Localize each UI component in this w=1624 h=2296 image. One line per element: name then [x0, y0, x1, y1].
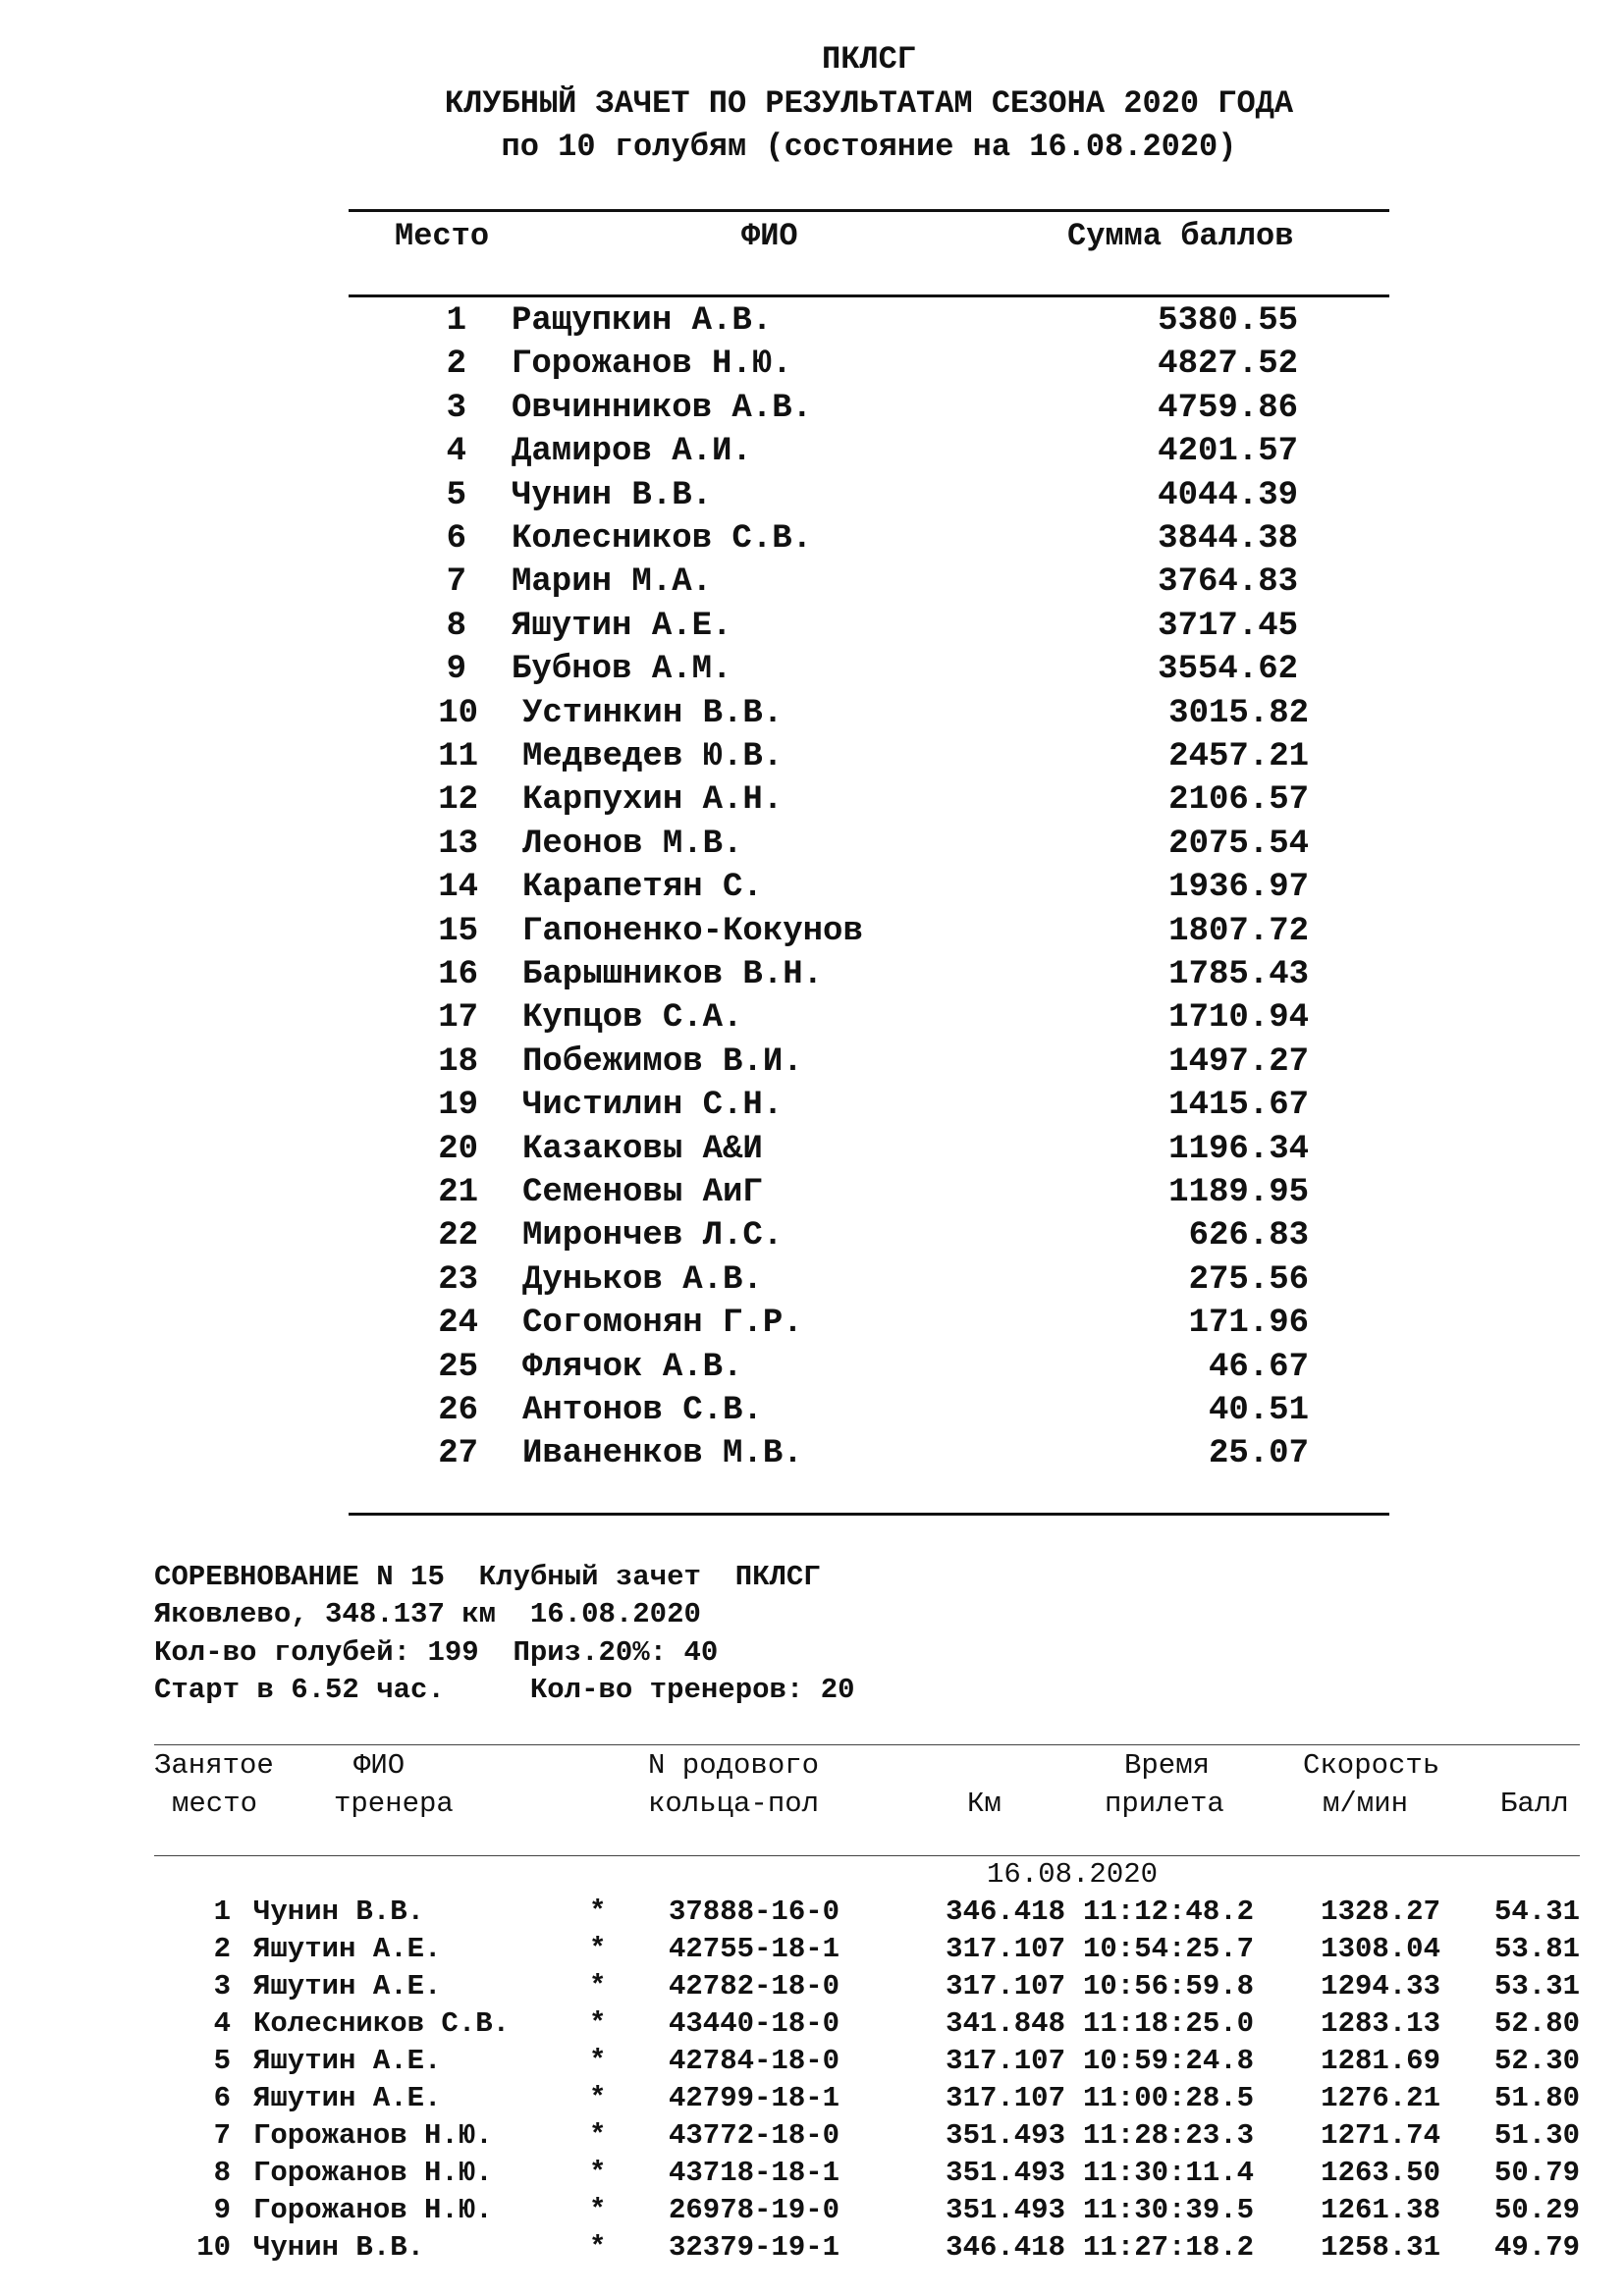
results-date: 16.08.2020: [987, 1858, 1159, 1891]
result-name: Яшутин А.Е.: [253, 1970, 442, 2002]
result-time: 11:30:11.4: [1083, 2157, 1255, 2189]
ranking-place: 5: [446, 477, 466, 514]
ranking-score: 1497.27: [1168, 1043, 1309, 1081]
ranking-score: 4827.52: [1158, 346, 1298, 383]
result-mark: *: [589, 2157, 607, 2189]
result-ring: 43718-18-1: [669, 2157, 840, 2189]
result-score: 54.31: [1493, 1896, 1580, 1928]
result-score: 52.80: [1493, 2007, 1580, 2040]
ranking-name: Согомонян Г.Р.: [522, 1305, 803, 1342]
result-mark: *: [589, 2007, 607, 2040]
ranking-row: [0, 390, 1624, 433]
result-km: 351.493: [946, 2194, 1065, 2226]
ranking-name: Чистилин С.Н.: [522, 1087, 784, 1124]
result-score: 50.79: [1493, 2157, 1580, 2189]
ranking-name: Гапоненко-Кокунов: [522, 913, 863, 950]
ranking-score: 1710.94: [1168, 999, 1309, 1037]
results-col-ring-b: кольца-пол: [648, 1788, 820, 1820]
result-ring: 37888-16-0: [669, 1896, 840, 1928]
result-time: 10:54:25.7: [1083, 1933, 1255, 1965]
ranking-row: [0, 520, 1624, 563]
ranking-name: Бубнов А.М.: [512, 651, 732, 688]
ranking-col-place: Место: [395, 218, 490, 254]
competition-line-1: СОРЕВНОВАНИЕ N 15 Клубный зачет ПКЛСГ: [154, 1561, 821, 1593]
results-col-speed-a: Скорость: [1303, 1749, 1440, 1782]
ranking-row: [0, 1392, 1624, 1435]
results-col-speed-b: м/мин: [1323, 1788, 1409, 1820]
result-row: [0, 1896, 1624, 1933]
result-row: [0, 2157, 1624, 2194]
result-row: [0, 1933, 1624, 1970]
result-name: Горожанов Н.Ю.: [253, 2194, 493, 2226]
competition-line-4: Старт в 6.52 час. Кол-во тренеров: 20: [154, 1674, 855, 1706]
result-name: Колесников С.В.: [253, 2007, 511, 2040]
ranking-row: [0, 1435, 1624, 1478]
result-row: [0, 2045, 1624, 2082]
result-speed: 1283.13: [1321, 2007, 1440, 2040]
ranking-name: Медведев Ю.В.: [522, 738, 784, 775]
result-place: 2: [213, 1933, 231, 1965]
result-mark: *: [589, 1933, 607, 1965]
ranking-name: Дуньков А.В.: [522, 1261, 763, 1299]
ranking-place: 17: [438, 999, 478, 1037]
result-place: 9: [213, 2194, 231, 2226]
ranking-score: 46.67: [1208, 1349, 1309, 1386]
results-col-ring-a: N родового: [648, 1749, 820, 1782]
ranking-place: 18: [438, 1043, 478, 1081]
result-place: 3: [213, 1970, 231, 2002]
result-speed: 1263.50: [1321, 2157, 1440, 2189]
result-place: 4: [213, 2007, 231, 2040]
result-mark: *: [589, 2082, 607, 2114]
result-score: 51.80: [1493, 2082, 1580, 2114]
ranking-score: 1189.95: [1168, 1174, 1309, 1211]
ranking-row: [0, 738, 1624, 781]
result-ring: 43440-18-0: [669, 2007, 840, 2040]
result-time: 11:00:28.5: [1083, 2082, 1255, 2114]
ranking-name: Мирончев Л.С.: [522, 1217, 784, 1255]
ranking-name: Побежимов В.И.: [522, 1043, 803, 1081]
result-row: [0, 1970, 1624, 2007]
ranking-row: [0, 1217, 1624, 1260]
result-ring: 32379-19-1: [669, 2231, 840, 2264]
result-speed: 1308.04: [1321, 1933, 1440, 1965]
result-place: 5: [213, 2045, 231, 2077]
result-km: 346.418: [946, 1896, 1065, 1928]
ranking-name: Дамиров А.И.: [512, 433, 752, 470]
ranking-row: [0, 1043, 1624, 1087]
result-row: [0, 2007, 1624, 2045]
ranking-name: Чунин В.В.: [512, 477, 713, 514]
ranking-row: [0, 651, 1624, 694]
result-score: 52.30: [1493, 2045, 1580, 2077]
result-score: 50.29: [1493, 2194, 1580, 2226]
ranking-bottom-rule: [349, 1513, 1389, 1516]
results-col-score: Балл: [1500, 1788, 1569, 1820]
ranking-place: 9: [446, 651, 466, 688]
results-col-time-a: Время: [1124, 1749, 1211, 1782]
ranking-row: [0, 346, 1624, 389]
ranking-score: 2075.54: [1168, 826, 1309, 863]
result-mark: *: [589, 2194, 607, 2226]
ranking-name: Карпухин А.Н.: [522, 781, 784, 819]
ranking-score: 1807.72: [1168, 913, 1309, 950]
ranking-place: 8: [446, 608, 466, 645]
ranking-place: 19: [438, 1087, 478, 1124]
result-km: 351.493: [946, 2119, 1065, 2152]
result-time: 11:30:39.5: [1083, 2194, 1255, 2226]
result-name: Яшутин А.Е.: [253, 2045, 442, 2077]
result-name: Яшутин А.Е.: [253, 1933, 442, 1965]
ranking-name: Марин М.А.: [512, 563, 713, 601]
ranking-score: 3717.45: [1158, 608, 1298, 645]
results-col-place-a: Занятое: [154, 1749, 274, 1782]
ranking-score: 171.96: [1188, 1305, 1309, 1342]
ranking-top-rule: [349, 209, 1389, 212]
result-row: [0, 2119, 1624, 2157]
ranking-name: Ращупкин А.В.: [512, 302, 773, 340]
results-header-rule: [154, 1855, 1580, 1856]
ranking-row: [0, 913, 1624, 956]
ranking-place: 25: [438, 1349, 478, 1386]
ranking-name: Устинкин В.В.: [522, 695, 784, 732]
ranking-name: Флячок А.В.: [522, 1349, 743, 1386]
result-km: 341.848: [946, 2007, 1065, 2040]
ranking-name: Карапетян С.: [522, 869, 763, 906]
results-col-name-a: ФИО: [353, 1749, 406, 1782]
result-time: 11:12:48.2: [1083, 1896, 1255, 1928]
ranking-score: 1196.34: [1168, 1131, 1309, 1168]
ranking-place: 14: [438, 869, 478, 906]
ranking-row: [0, 433, 1624, 476]
result-speed: 1258.31: [1321, 2231, 1440, 2264]
result-ring: 43772-18-0: [669, 2119, 840, 2152]
result-mark: *: [589, 2231, 607, 2264]
ranking-score: 1785.43: [1168, 956, 1309, 993]
result-name: Чунин В.В.: [253, 1896, 425, 1928]
header-line-2: КЛУБНЫЙ ЗАЧЕТ ПО РЕЗУЛЬТАТАМ СЕЗОНА 2020 ГОДА: [444, 85, 1294, 122]
result-row: [0, 2082, 1624, 2119]
results-top-rule: [154, 1744, 1580, 1745]
result-mark: *: [589, 1896, 607, 1928]
result-place: 6: [213, 2082, 231, 2114]
result-ring: 42755-18-1: [669, 1933, 840, 1965]
result-name: Яшутин А.Е.: [253, 2082, 442, 2114]
ranking-name: Семеновы АиГ: [522, 1174, 763, 1211]
ranking-place: 24: [438, 1305, 478, 1342]
ranking-name: Леонов М.В.: [522, 826, 743, 863]
result-name: Горожанов Н.Ю.: [253, 2119, 493, 2152]
results-col-place-b: место: [172, 1788, 258, 1820]
ranking-name: Иваненков М.В.: [522, 1435, 803, 1472]
result-place: 1: [213, 1896, 231, 1928]
result-speed: 1294.33: [1321, 1970, 1440, 2002]
ranking-score: 626.83: [1188, 1217, 1309, 1255]
ranking-row: [0, 1305, 1624, 1348]
result-time: 10:59:24.8: [1083, 2045, 1255, 2077]
ranking-score: 4044.39: [1158, 477, 1298, 514]
ranking-place: 11: [438, 738, 478, 775]
ranking-place: 26: [438, 1392, 478, 1429]
ranking-row: [0, 695, 1624, 738]
ranking-name: Барышников В.Н.: [522, 956, 824, 993]
ranking-place: 20: [438, 1131, 478, 1168]
result-time: 11:28:23.3: [1083, 2119, 1255, 2152]
result-speed: 1328.27: [1321, 1896, 1440, 1928]
ranking-place: 7: [446, 563, 466, 601]
ranking-place: 3: [446, 390, 466, 427]
results-col-km: Км: [967, 1788, 1001, 1820]
result-ring: 42799-18-1: [669, 2082, 840, 2114]
ranking-name: Горожанов Н.Ю.: [512, 346, 792, 383]
ranking-place: 4: [446, 433, 466, 470]
ranking-col-score: Сумма баллов: [1067, 218, 1294, 254]
ranking-place: 1: [446, 302, 466, 340]
ranking-row: [0, 781, 1624, 825]
result-row: [0, 2194, 1624, 2231]
result-time: 11:27:18.2: [1083, 2231, 1255, 2264]
ranking-place: 6: [446, 520, 466, 558]
result-km: 351.493: [946, 2157, 1065, 2189]
ranking-score: 4201.57: [1158, 433, 1298, 470]
ranking-name: Казаковы А&И: [522, 1131, 763, 1168]
result-speed: 1261.38: [1321, 2194, 1440, 2226]
ranking-row: [0, 1349, 1624, 1392]
ranking-score: 25.07: [1208, 1435, 1309, 1472]
ranking-name: Яшутин А.Е.: [512, 608, 732, 645]
ranking-name: Купцов С.А.: [522, 999, 743, 1037]
ranking-row: [0, 477, 1624, 520]
ranking-row: [0, 826, 1624, 869]
result-time: 11:18:25.0: [1083, 2007, 1255, 2040]
ranking-score: 2106.57: [1168, 781, 1309, 819]
result-km: 317.107: [946, 1970, 1065, 2002]
ranking-place: 22: [438, 1217, 478, 1255]
ranking-name: Овчинников А.В.: [512, 390, 813, 427]
ranking-place: 23: [438, 1261, 478, 1299]
ranking-score: 3554.62: [1158, 651, 1298, 688]
competition-line-2: Яковлево, 348.137 км 16.08.2020: [154, 1598, 701, 1630]
result-mark: *: [589, 1970, 607, 2002]
ranking-place: 2: [446, 346, 466, 383]
results-col-time-b: прилета: [1105, 1788, 1224, 1820]
ranking-place: 27: [438, 1435, 478, 1472]
result-name: Горожанов Н.Ю.: [253, 2157, 493, 2189]
competition-line-3: Кол-во голубей: 199 Приз.20%: 40: [154, 1636, 719, 1669]
ranking-place: 21: [438, 1174, 478, 1211]
result-place: 10: [196, 2231, 231, 2264]
result-speed: 1281.69: [1321, 2045, 1440, 2077]
results-col-name-b: тренера: [334, 1788, 454, 1820]
ranking-score: 3015.82: [1168, 695, 1309, 732]
ranking-score: 2457.21: [1168, 738, 1309, 775]
ranking-score: 3844.38: [1158, 520, 1298, 558]
header-line-1: ПКЛСГ: [821, 41, 916, 78]
result-km: 317.107: [946, 2082, 1065, 2114]
result-km: 317.107: [946, 1933, 1065, 1965]
ranking-score: 40.51: [1208, 1392, 1309, 1429]
result-ring: 42782-18-0: [669, 1970, 840, 2002]
result-row: [0, 2231, 1624, 2269]
ranking-row: [0, 869, 1624, 912]
ranking-place: 15: [438, 913, 478, 950]
result-time: 10:56:59.8: [1083, 1970, 1255, 2002]
ranking-row: [0, 302, 1624, 346]
result-mark: *: [589, 2045, 607, 2077]
ranking-score: 5380.55: [1158, 302, 1298, 340]
ranking-place: 13: [438, 826, 478, 863]
result-score: 49.79: [1493, 2231, 1580, 2264]
ranking-row: [0, 999, 1624, 1042]
ranking-header-rule: [349, 294, 1389, 297]
ranking-score: 275.56: [1188, 1261, 1309, 1299]
result-name: Чунин В.В.: [253, 2231, 425, 2264]
ranking-row: [0, 608, 1624, 651]
ranking-row: [0, 1087, 1624, 1130]
ranking-place: 16: [438, 956, 478, 993]
header-line-3: по 10 голубям (состояние на 16.08.2020): [501, 129, 1237, 165]
result-score: 51.30: [1493, 2119, 1580, 2152]
ranking-row: [0, 1174, 1624, 1217]
ranking-place: 12: [438, 781, 478, 819]
result-ring: 26978-19-0: [669, 2194, 840, 2226]
result-speed: 1276.21: [1321, 2082, 1440, 2114]
result-km: 346.418: [946, 2231, 1065, 2264]
ranking-row: [0, 563, 1624, 607]
ranking-score: 3764.83: [1158, 563, 1298, 601]
result-speed: 1271.74: [1321, 2119, 1440, 2152]
ranking-name: Колесников С.В.: [512, 520, 813, 558]
ranking-row: [0, 956, 1624, 999]
result-km: 317.107: [946, 2045, 1065, 2077]
ranking-name: Антонов С.В.: [522, 1392, 763, 1429]
result-place: 7: [213, 2119, 231, 2152]
ranking-score: 1415.67: [1168, 1087, 1309, 1124]
ranking-score: 1936.97: [1168, 869, 1309, 906]
result-mark: *: [589, 2119, 607, 2152]
result-place: 8: [213, 2157, 231, 2189]
result-score: 53.81: [1493, 1933, 1580, 1965]
result-ring: 42784-18-0: [669, 2045, 840, 2077]
ranking-row: [0, 1261, 1624, 1305]
ranking-score: 4759.86: [1158, 390, 1298, 427]
ranking-place: 10: [438, 695, 478, 732]
ranking-col-name: ФИО: [741, 218, 798, 254]
result-score: 53.31: [1493, 1970, 1580, 2002]
ranking-row: [0, 1131, 1624, 1174]
